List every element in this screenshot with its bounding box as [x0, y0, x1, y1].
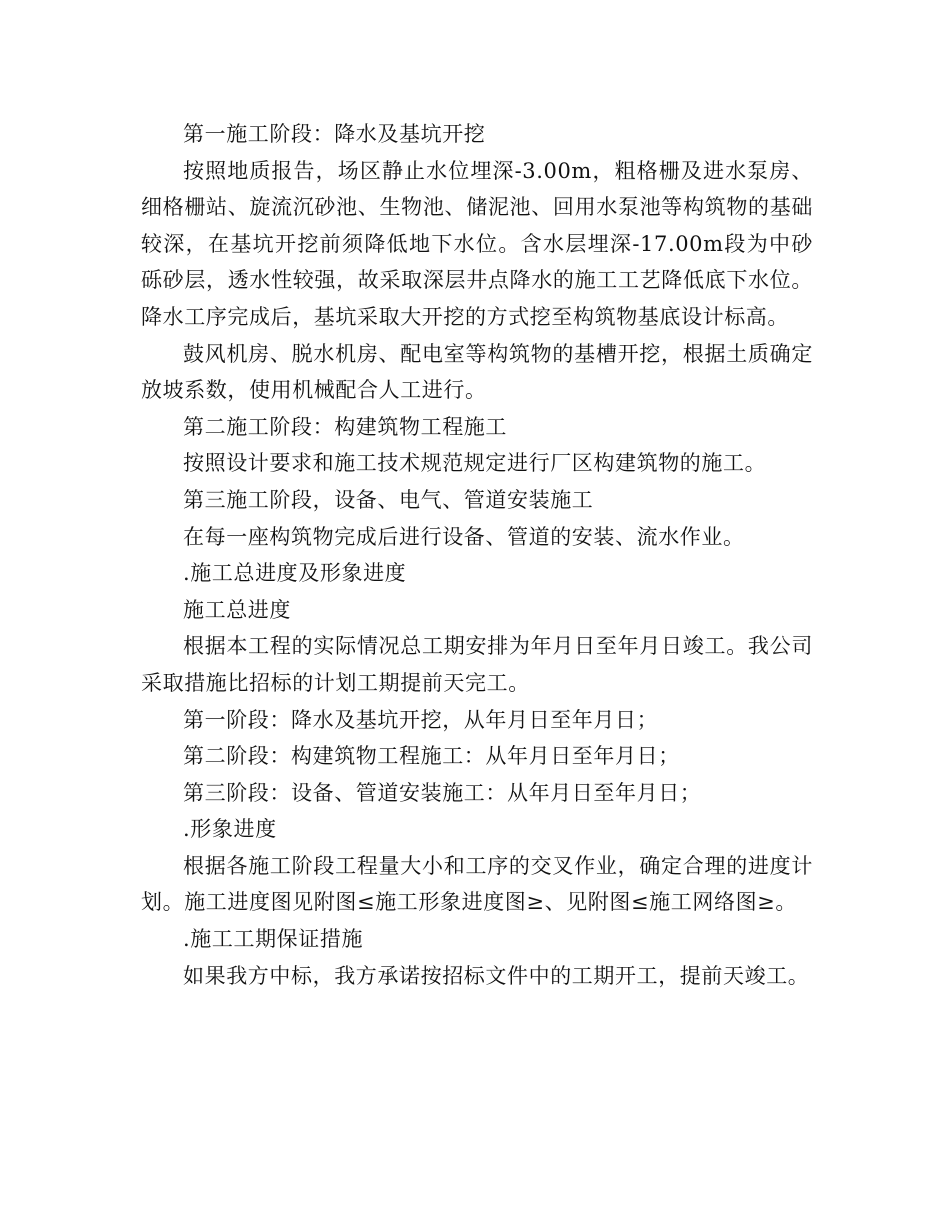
list-item-phase-3: 第三阶段：设备、管道安装施工：从年月日至年月日； — [183, 780, 702, 805]
heading-stage-3: 第三施工阶段，设备、电气、管道安装施工 — [183, 487, 594, 512]
paragraph-installation: 在每一座构筑物完成后进行设备、管道的安装、流水作业。 — [183, 524, 745, 549]
list-item-phase-2: 第二阶段：构建筑物工程施工：从年月日至年月日； — [183, 744, 680, 769]
paragraph-structure-construction: 按照设计要求和施工技术规范规定进行厂区构建筑物的施工。 — [183, 451, 767, 476]
heading-schedule: .施工总进度及形象进度 — [183, 561, 407, 586]
heading-overall-schedule: 施工总进度 — [183, 597, 291, 622]
heading-stage-2: 第二施工阶段：构建筑物工程施工 — [183, 414, 507, 439]
paragraph-trench-excavation: 鼓风机房、脱水机房、配电室等构筑物的基槽开挖，根据土质确定放坡系数，使用机械配合人工进行。 — [141, 341, 813, 403]
paragraph-dewatering: 按照地质报告，场区静止水位埋深-3.00m，粗格栅及进水泵房、细格栅站、旋流沉砂池、生物池、储泥池、回用水泵池等构筑物的基础较深，在基坑开挖前须降低地下水位。含水层埋深-17.00m段为中砂砾砂层，透水性较强，故采取深层井点降水的施工工艺降低底下水位。降水工序完成后，基坑采取大开挖的方式挖至构筑物基底设计标高。 — [141, 158, 813, 329]
heading-stage-1: 第一施工阶段：降水及基坑开挖 — [183, 122, 486, 146]
heading-visual-progress: .形象进度 — [183, 817, 277, 842]
paragraph-visual-progress: 根据各施工阶段工程量大小和工序的交叉作业，确定合理的进度计划。施工进度图见附图≤施工形象进度图≥、见附图≤施工网络图≥。 — [141, 853, 813, 915]
paragraph-overall-schedule: 根据本工程的实际情况总工期安排为年月日至年月日竣工。我公司采取措施比招标的计划工期提前天完工。 — [141, 634, 813, 695]
paragraph-schedule-guarantee: 如果我方中标，我方承诺按招标文件中的工期开工，提前天竣工。 — [183, 963, 810, 988]
list-item-phase-1: 第一阶段：降水及基坑开挖，从年月日至年月日； — [183, 707, 659, 732]
document-body — [141, 116, 813, 994]
heading-schedule-guarantee: .施工工期保证措施 — [183, 927, 364, 952]
